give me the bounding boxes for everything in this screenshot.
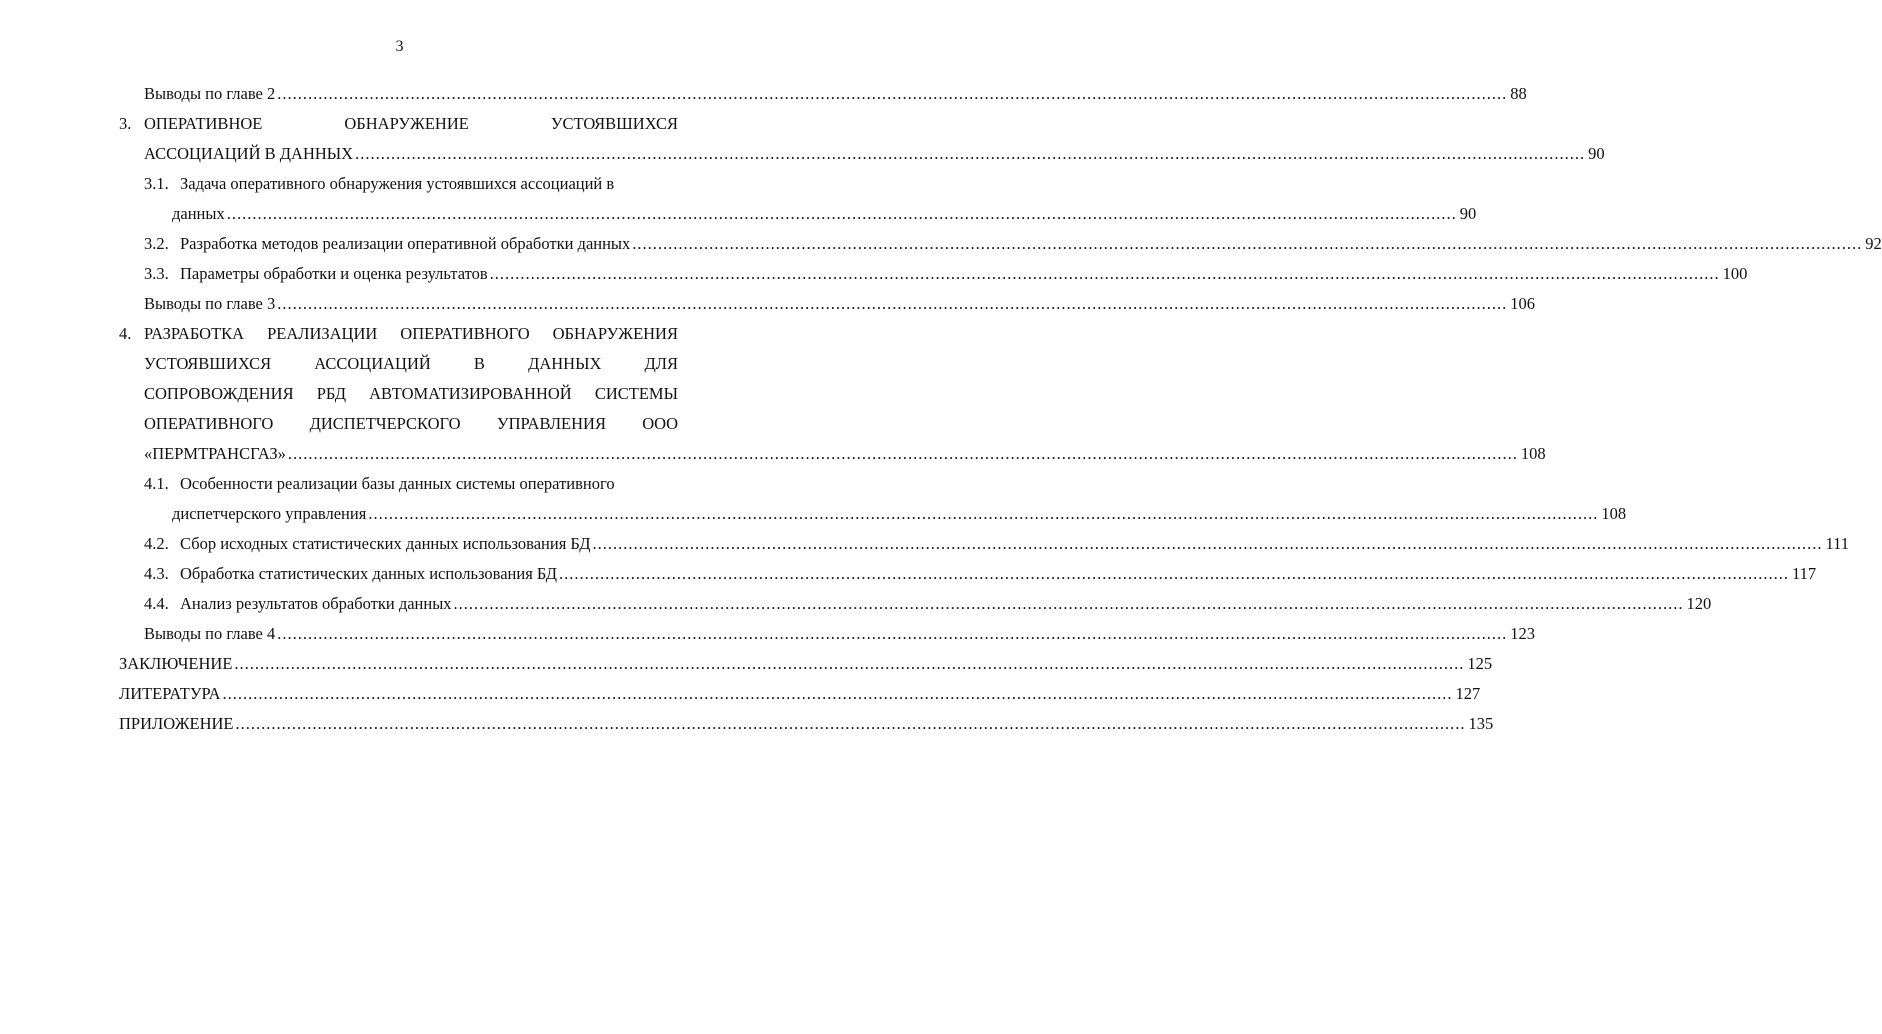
toc-title-word: ОБНАРУЖЕНИЯ (552, 324, 678, 343)
toc-dot-leader: ................................................................................................................................................................................................................................................ (235, 714, 1466, 733)
toc-title-word: ДИСПЕТЧЕРСКОГО (309, 414, 461, 433)
toc-page-number: 88 (1510, 84, 1527, 103)
toc-title-word: ОПЕРАТИВНОГО (144, 414, 274, 433)
toc-entry-chapter-4-line3 (0, 379, 799, 408)
toc-section-number: 4.2. (144, 534, 169, 553)
toc-entry-title: диспетчерского управления (172, 504, 367, 523)
toc-dot-leader: ................................................................................................................................................................................................................................................ (226, 204, 1457, 223)
toc-section-number: 4.4. (144, 594, 169, 613)
toc-chapter-number: 3. (119, 114, 132, 133)
toc-dot-leader: ................................................................................................................................................................................................................................................ (559, 564, 1790, 583)
toc-entry-chapter-4-line2 (0, 349, 799, 378)
toc-section-number: 3.2. (144, 234, 169, 253)
toc-title-word: РБД (316, 384, 346, 403)
toc-title-word: УСТОЯВШИХСЯ (144, 354, 272, 373)
toc-page-number: 106 (1510, 294, 1535, 313)
toc-page-number: 108 (1520, 444, 1546, 463)
toc-entry-title: Разработка методов реализации оперативной обработки данных (180, 234, 631, 253)
toc-entry-conclusions-ch3 (0, 289, 1535, 318)
toc-entry-section-3-3 (0, 259, 1748, 288)
toc-dot-leader: ................................................................................................................................................................................................................................................ (234, 654, 1465, 673)
toc-page-number: 117 (1792, 564, 1817, 583)
toc-page-number: 100 (1722, 264, 1748, 283)
toc-page-number: 127 (1455, 684, 1481, 703)
page-number: 3 (395, 38, 404, 55)
toc-page-number: 90 (1588, 144, 1605, 163)
toc-entry-section-4-1-line1 (0, 469, 799, 498)
toc-entry-section-3-1-line1 (0, 169, 799, 198)
toc-page-number: 135 (1468, 714, 1494, 733)
toc-entry-section-3-2 (0, 229, 1882, 258)
toc-dot-leader: ................................................................................................................................................................................................................................................ (632, 234, 1863, 253)
toc-title-word: РАЗРАБОТКА (144, 324, 245, 343)
toc-entry-section-4-1-line2 (0, 499, 1627, 528)
toc-entry-conclusions-ch2 (0, 79, 1527, 108)
toc-dot-leader: ................................................................................................................................................................................................................................................ (453, 594, 1684, 613)
toc-title-word: СОПРОВОЖДЕНИЯ (144, 384, 294, 403)
toc-dot-leader: ................................................................................................................................................................................................................................................ (368, 504, 1599, 523)
toc-dot-leader: ................................................................................................................................................................................................................................................ (277, 624, 1508, 643)
toc-title-word: ОБНАРУЖЕНИЕ (344, 114, 469, 133)
toc-entry-title: Обработка статистических данных использования БД (180, 564, 558, 583)
toc-entry-section-4-4 (0, 589, 1712, 618)
toc-title-word: УСТОЯВШИХСЯ (550, 114, 678, 133)
toc-entry-appendix (0, 709, 1494, 738)
toc-dot-leader: ................................................................................................................................................................................................................................................ (592, 534, 1823, 553)
toc-title-word: РЕАЛИЗАЦИИ (267, 324, 378, 343)
toc-entry-title: Задача оперативного обнаружения устоявшихся ассоциаций в (180, 174, 615, 193)
toc-entry-conclusion (0, 649, 1493, 678)
toc-entry-title: Выводы по главе 4 (144, 624, 276, 643)
toc-dot-leader: ................................................................................................................................................................................................................................................ (287, 444, 1518, 463)
toc-entry-title: АССОЦИАЦИЙ В ДАННЫХ (144, 144, 354, 163)
toc-page-number: 108 (1601, 504, 1627, 523)
toc-entry-title: Выводы по главе 3 (144, 294, 276, 313)
toc-section-number: 4.1. (144, 474, 169, 493)
toc-page-number: 120 (1686, 594, 1712, 613)
toc-page-number: 111 (1825, 534, 1850, 553)
toc-entry-conclusions-ch4 (0, 619, 1535, 648)
toc-page-number: 92 (1865, 234, 1882, 253)
toc-title-word: ОПЕРАТИВНОЕ (144, 114, 263, 133)
toc-entry-chapter-4-line4 (0, 409, 799, 438)
toc-section-number: 3.3. (144, 264, 169, 283)
toc-entry-title: Параметры обработки и оценка результатов (180, 264, 488, 283)
toc-entry-title: «ПЕРМТРАНСГАЗ» (144, 444, 286, 463)
toc-title-word: СИСТЕМЫ (594, 384, 678, 403)
toc-entry-chapter-4-line5 (0, 439, 1546, 468)
toc-title-word: В (473, 354, 485, 373)
toc-entry-title: Сбор исходных статистических данных использования БД (180, 534, 591, 553)
toc-title-word: ДЛЯ (644, 354, 678, 373)
toc-entry-title: ЛИТЕРАТУРА (119, 684, 221, 703)
toc-dot-leader: ................................................................................................................................................................................................................................................ (277, 84, 1508, 103)
toc-entry-title: данных (172, 204, 225, 223)
toc-dot-leader: ................................................................................................................................................................................................................................................ (355, 144, 1586, 163)
toc-entry-title: Анализ результатов обработки данных (180, 594, 452, 613)
toc-title-word: АВТОМАТИЗИРОВАННОЙ (369, 384, 572, 403)
toc-dot-leader: ................................................................................................................................................................................................................................................ (489, 264, 1720, 283)
toc-section-number: 3.1. (144, 174, 169, 193)
toc-entry-section-4-2 (0, 529, 1850, 558)
toc-entry-chapter-3-line1 (0, 109, 799, 138)
toc-title-word: ООО (642, 414, 678, 433)
toc-title-word: ОПЕРАТИВНОГО (400, 324, 530, 343)
toc-entry-section-4-3 (0, 559, 1817, 588)
toc-page-number: 125 (1467, 654, 1493, 673)
toc-page-number: 90 (1459, 204, 1477, 223)
toc-entry-chapter-4-line1 (0, 319, 799, 348)
toc-section-number: 4.3. (144, 564, 169, 583)
toc-page-number: 123 (1510, 624, 1535, 643)
toc-dot-leader: ................................................................................................................................................................................................................................................ (222, 684, 1453, 703)
toc-title-word: УПРАВЛЕНИЯ (496, 414, 606, 433)
toc-entry-section-3-1-line2 (0, 199, 1477, 228)
toc-entry-references (0, 679, 1481, 708)
toc-entry-title: ЗАКЛЮЧЕНИЕ (119, 654, 233, 673)
toc-title-word: ДАННЫХ (528, 354, 602, 373)
toc-dot-leader: ................................................................................................................................................................................................................................................ (277, 294, 1508, 313)
toc-title-word: АССОЦИАЦИЙ (314, 354, 431, 373)
toc-entry-title: Особенности реализации базы данных системы оперативного (180, 474, 615, 493)
toc-entry-title: ПРИЛОЖЕНИЕ (119, 714, 234, 733)
toc-chapter-number: 4. (119, 324, 132, 343)
toc-entry-title: Выводы по главе 2 (144, 84, 276, 103)
toc-entry-chapter-3-line2 (0, 139, 1605, 168)
